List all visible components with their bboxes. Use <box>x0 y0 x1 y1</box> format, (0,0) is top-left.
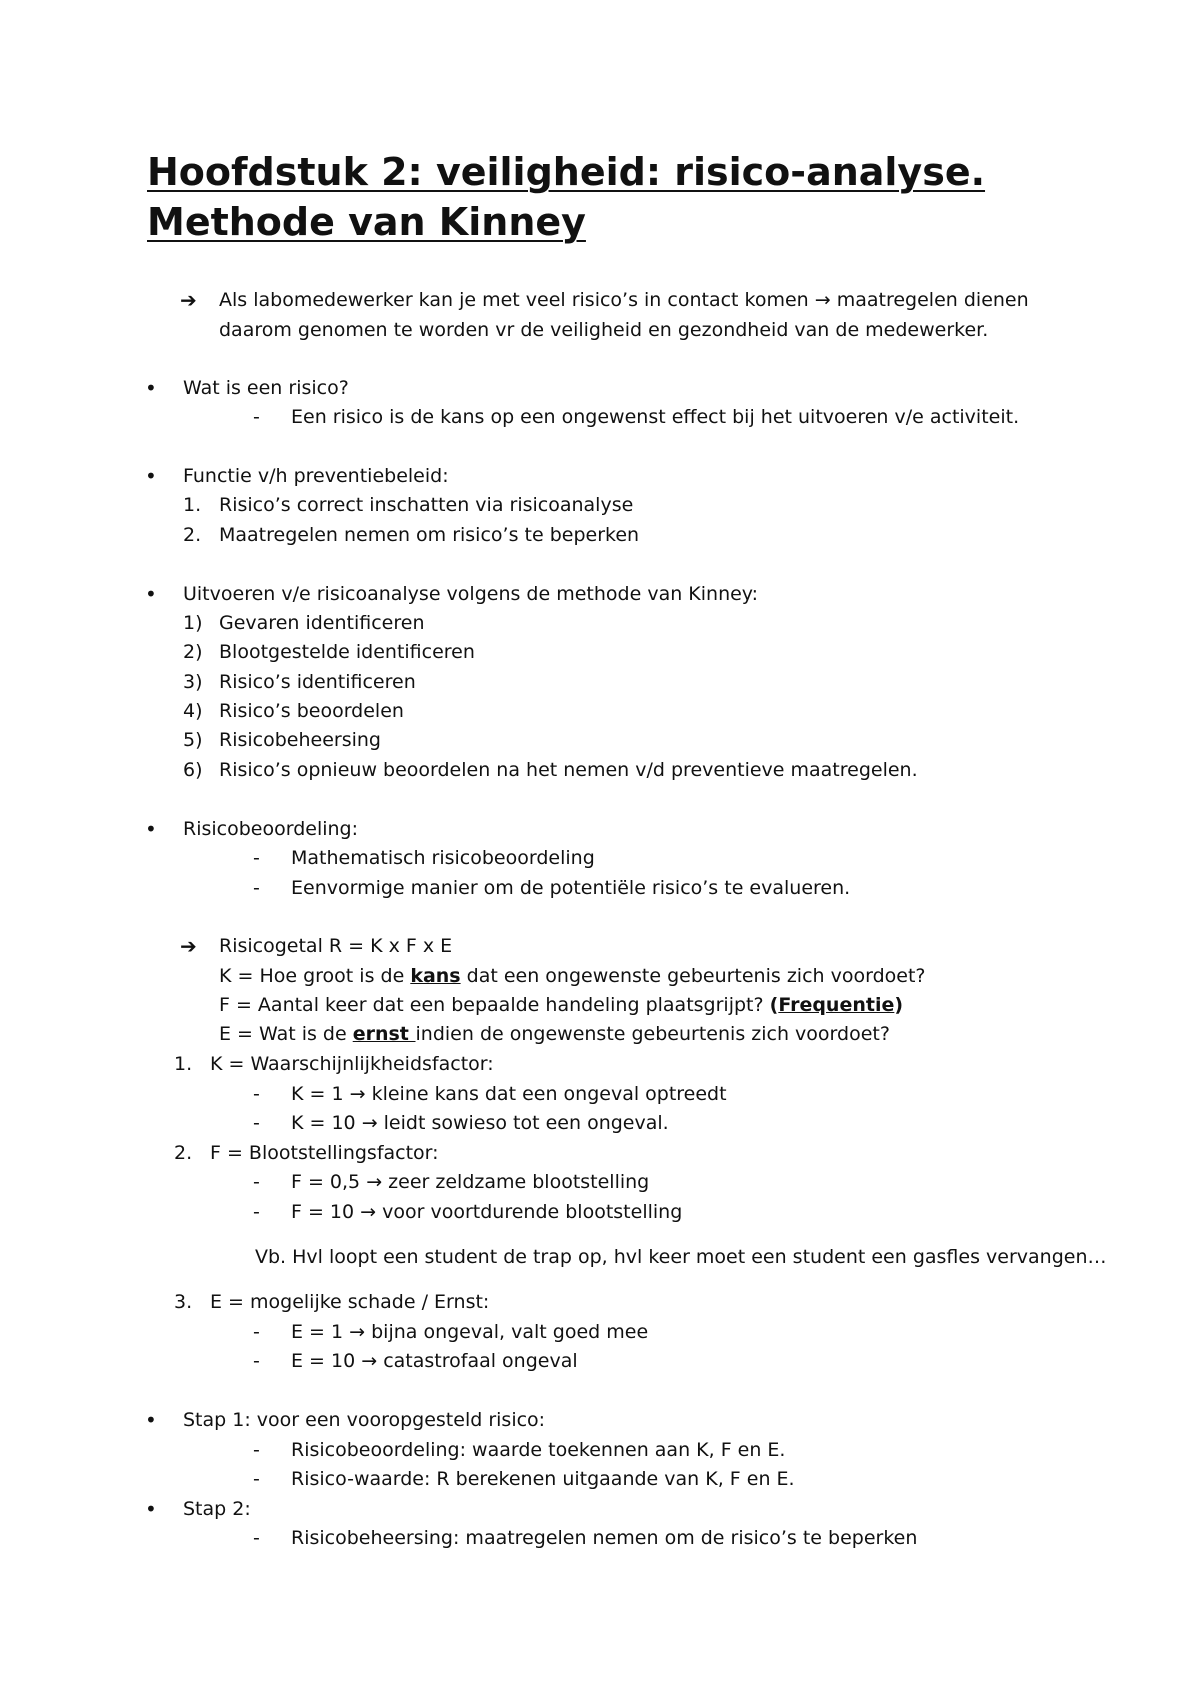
factor-description: catastrofaal ongeval <box>383 1350 578 1372</box>
formula-k-text-end: dat een ongewenste gebeurtenis zich voordoet? <box>460 965 926 987</box>
dash-marker: - <box>253 1321 260 1343</box>
dash-marker: - <box>253 1083 260 1105</box>
formula-f-paren-close: ) <box>894 994 904 1016</box>
formula-k <box>219 962 925 991</box>
kinney-step-4: Risico’s beoordelen <box>219 700 404 722</box>
dash-marker: - <box>253 877 260 899</box>
dash-marker: - <box>253 1171 260 1193</box>
intro-line-1 <box>219 286 1029 315</box>
arrow-icon: → <box>349 1083 366 1105</box>
factor-e-item-1 <box>291 1318 648 1347</box>
factor-e-item-2 <box>291 1347 578 1376</box>
formula-f-text: F = Aantal keer dat een bepaalde handeling plaatsgrijpt? <box>219 994 770 1016</box>
list-number: 3) <box>183 671 203 693</box>
formula-e-text: E = Wat is de <box>219 1023 353 1045</box>
bullet-icon: • <box>145 817 157 841</box>
list-number: 2) <box>183 641 203 663</box>
bullet-icon: • <box>145 376 157 400</box>
arrow-icon: ➔ <box>180 288 197 312</box>
bullet-icon: • <box>145 464 157 488</box>
risico-answer: Een risico is de kans op een ongewenst effect bij het uitvoeren v/e activiteit. <box>291 406 1020 428</box>
beoordeling-heading: Risicobeoordeling: <box>183 818 359 840</box>
factor-f-item-2 <box>291 1198 682 1227</box>
factor-k-item-2 <box>291 1109 669 1138</box>
arrow-icon: → <box>814 289 831 311</box>
dash-marker: - <box>253 1112 260 1134</box>
kinney-step-1: Gevaren identificeren <box>219 612 425 634</box>
risico-question: Wat is een risico? <box>183 377 349 399</box>
formula-k-keyword: kans <box>410 965 461 987</box>
formula-heading: Risicogetal R = K x F x E <box>219 935 453 957</box>
bullet-icon: • <box>145 582 157 606</box>
list-number: 1) <box>183 612 203 634</box>
arrow-icon: → <box>361 1350 378 1372</box>
factor-description: bijna ongeval, valt goed mee <box>371 1321 649 1343</box>
factor-e-label: E = mogelijke schade / Ernst: <box>210 1291 490 1313</box>
intro-text-1: Als labomedewerker kan je met veel risico’s in contact komen <box>219 289 809 311</box>
dash-marker: - <box>253 1201 260 1223</box>
stap2-item-1: Risicobeheersing: maatregelen nemen om de risico’s te beperken <box>291 1527 918 1549</box>
formula-f-keyword: Frequentie <box>778 994 895 1016</box>
factor-value: E = 10 <box>291 1350 356 1372</box>
arrow-icon: ➔ <box>180 934 197 958</box>
preventie-item-1: Risico’s correct inschatten via risicoanalyse <box>219 494 634 516</box>
preventie-heading: Functie v/h preventiebeleid: <box>183 465 449 487</box>
list-number: 2. <box>183 524 202 546</box>
stap2-heading: Stap 2: <box>183 1498 251 1520</box>
dash-marker: - <box>253 1468 260 1490</box>
factor-description: zeer zeldzame blootstelling <box>388 1171 650 1193</box>
arrow-icon: → <box>360 1201 377 1223</box>
page-title: Hoofdstuk 2: veiligheid: risico-analyse. Methode van Kinney <box>147 150 986 244</box>
list-number: 6) <box>183 759 203 781</box>
factor-k-label: K = Waarschijnlijkheidsfactor: <box>210 1053 494 1075</box>
dash-marker: - <box>253 406 260 428</box>
factor-description: voor voortdurende blootstelling <box>382 1201 683 1223</box>
kinney-step-6: Risico’s opnieuw beoordelen na het nemen v/d preventieve maatregelen. <box>219 759 918 781</box>
list-number: 5) <box>183 729 203 751</box>
arrow-icon: → <box>349 1321 366 1343</box>
factor-value: F = 0,5 <box>291 1171 361 1193</box>
list-number: 4) <box>183 700 203 722</box>
factor-value: K = 10 <box>291 1112 356 1134</box>
factor-description: leidt sowieso tot een ongeval. <box>383 1112 669 1134</box>
factor-f-example: Vb. Hvl loopt een student de trap op, hvl keer moet een student een gasfles vervangen… <box>255 1246 1107 1268</box>
preventie-item-2: Maatregelen nemen om risico’s te beperken <box>219 524 640 546</box>
list-number: 1. <box>174 1053 193 1075</box>
formula-f <box>219 991 903 1020</box>
dash-marker: - <box>253 1350 260 1372</box>
beoordeling-item-1: Mathematisch risicobeoordeling <box>291 847 595 869</box>
list-number: 3. <box>174 1291 193 1313</box>
kinney-step-5: Risicobeheersing <box>219 729 381 751</box>
factor-f-label: F = Blootstellingsfactor: <box>210 1142 439 1164</box>
formula-e-text-end: indien de ongewenste gebeurtenis zich voordoet? <box>415 1023 890 1045</box>
factor-value: K = 1 <box>291 1083 344 1105</box>
intro-text-1b: maatregelen dienen <box>836 289 1029 311</box>
formula-f-paren-open: ( <box>769 994 779 1016</box>
kinney-heading: Uitvoeren v/e risicoanalyse volgens de methode van Kinney: <box>183 583 759 605</box>
dash-marker: - <box>253 1527 260 1549</box>
factor-k-item-1 <box>291 1080 727 1109</box>
intro-line-2: daarom genomen te worden vr de veiligheid en gezondheid van de medewerker. <box>219 319 989 341</box>
arrow-icon: → <box>361 1112 378 1134</box>
factor-value: E = 1 <box>291 1321 344 1343</box>
kinney-step-3: Risico’s identificeren <box>219 671 416 693</box>
formula-k-text: K = Hoe groot is de <box>219 965 411 987</box>
beoordeling-item-2: Eenvormige manier om de potentiële risico’s te evalueren. <box>291 877 851 899</box>
bullet-icon: • <box>145 1408 157 1432</box>
list-number: 1. <box>183 494 202 516</box>
stap1-heading: Stap 1: voor een vooropgesteld risico: <box>183 1409 546 1431</box>
dash-marker: - <box>253 847 260 869</box>
stap1-item-1: Risicobeoordeling: waarde toekennen aan K, F en E. <box>291 1439 786 1461</box>
factor-f-item-1 <box>291 1168 649 1197</box>
kinney-step-2: Blootgestelde identificeren <box>219 641 475 663</box>
dash-marker: - <box>253 1439 260 1461</box>
list-number: 2. <box>174 1142 193 1164</box>
factor-value: F = 10 <box>291 1201 355 1223</box>
stap1-item-2: Risico-waarde: R berekenen uitgaande van K, F en E. <box>291 1468 795 1490</box>
formula-e-keyword: ernst <box>352 1023 416 1045</box>
bullet-icon: • <box>145 1497 157 1521</box>
formula-e <box>219 1020 890 1049</box>
arrow-icon: → <box>366 1171 383 1193</box>
factor-description: kleine kans dat een ongeval optreedt <box>371 1083 727 1105</box>
